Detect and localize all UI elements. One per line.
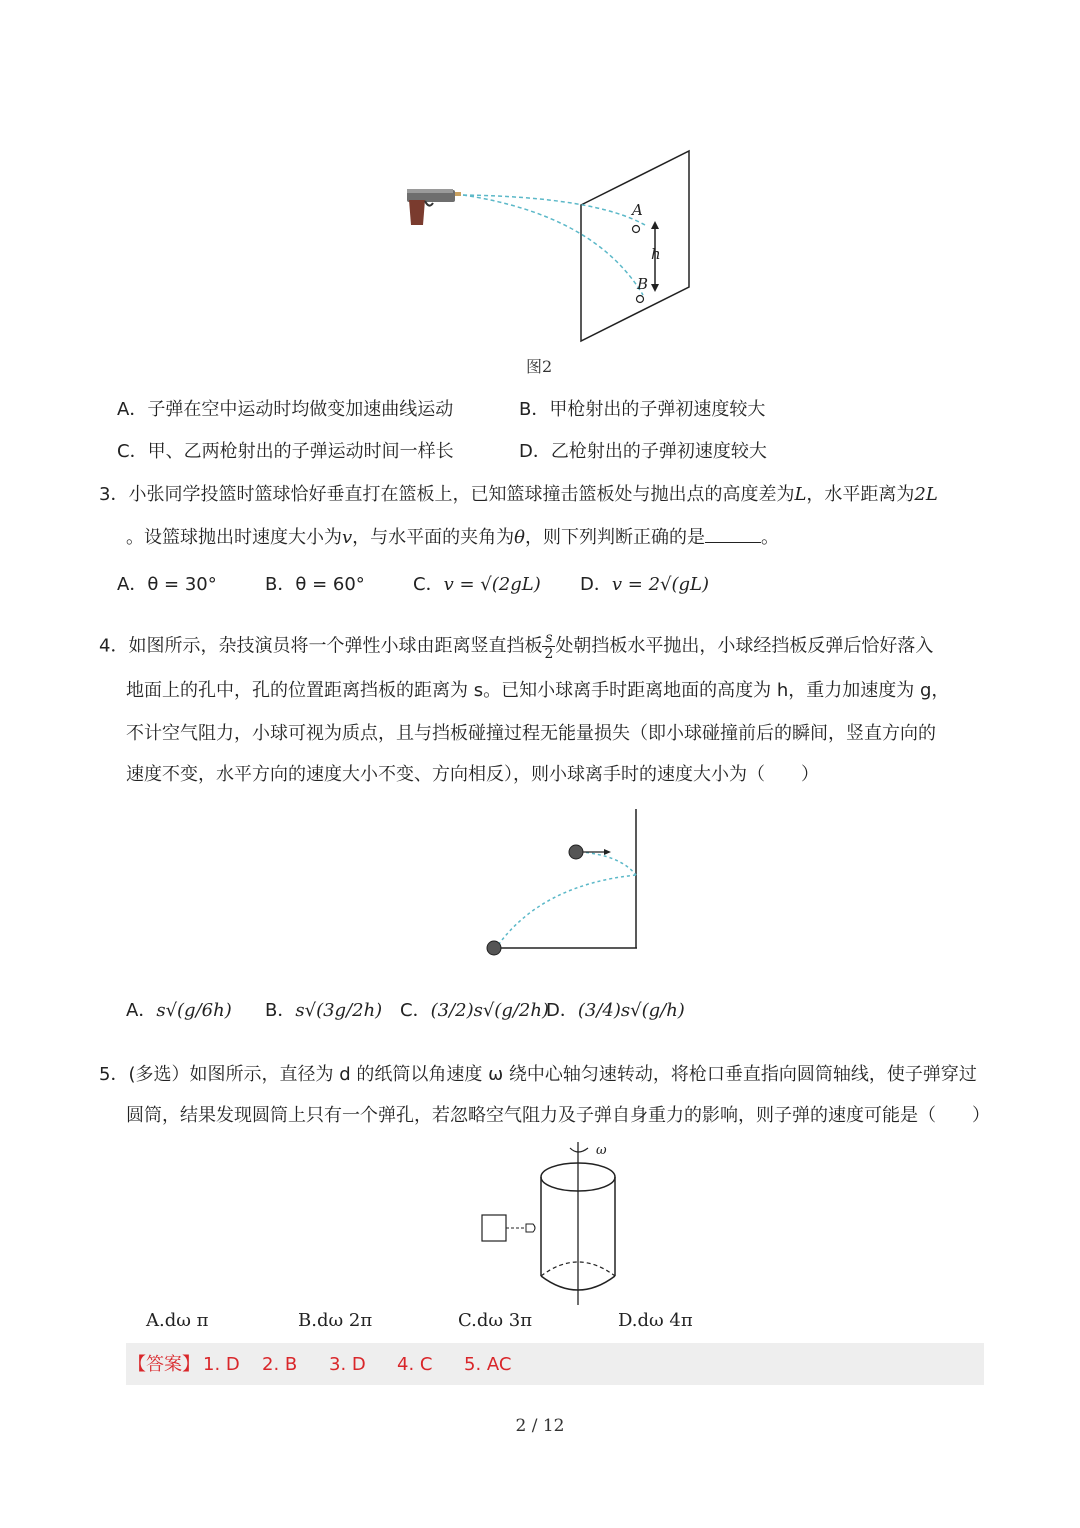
q4-option-c: C．(3/2)s√(g/2h)	[400, 1000, 549, 1021]
ball-hole	[487, 941, 501, 955]
answer-item-3: 3. D	[329, 1354, 366, 1375]
point-b	[637, 296, 644, 303]
velocity-arrow-icon	[604, 849, 611, 855]
q4-stem-line1: 4．如图所示，杂技演员将一个弹性小球由距离竖直挡板 $\frac{s}{2}$ 处朝挡板水平抛出，小球经挡板反弹后恰好落入	[99, 630, 934, 662]
answer-item-1: 1. D	[203, 1354, 240, 1375]
rotation-arrow-icon	[570, 1148, 588, 1152]
q2-option-d: D．乙枪射出的子弹初速度较大	[519, 441, 767, 462]
q5-stem-line2: 圆筒，结果发现圆筒上只有一个弹孔，若忽略空气阻力及子弹自身重力的影响，则子弹的速度可能是（ ）	[126, 1105, 990, 1126]
q5-option-a: A.dω π	[146, 1310, 209, 1331]
figure-q5-cylinder	[470, 1140, 630, 1310]
answer-bar	[126, 1343, 984, 1385]
q3-stem-line1: 3．小张同学投篮时篮球恰好垂直打在篮板上，已知篮球撞击篮板处与抛出点的高度差为L，水平距离为2L	[99, 484, 938, 505]
q3-option-b: B．θ = 60°	[265, 574, 365, 595]
q5-stem-line1: 5．(多选）如图所示，直径为 d 的纸筒以角速度 ω 绕中心轴匀速转动，将枪口垂直指向圆筒轴线，使子弹穿过	[99, 1064, 977, 1085]
answer-item-2: 2. B	[262, 1354, 298, 1375]
q3-option-a: A．θ = 30°	[117, 574, 217, 595]
answer-item-4: 4. C	[397, 1354, 433, 1375]
fraction-s-over-2: $\frac{s}{2}$	[544, 630, 554, 662]
label-a: A	[632, 201, 643, 219]
answer-tag: 【答案】	[128, 1354, 200, 1375]
q4-option-b: B．s√(3g/2h)	[265, 1000, 383, 1021]
q4-stem-line2: 地面上的孔中，孔的位置距离挡板的距离为 s。已知小球离手时距离地面的高度为 h，重力加速度为 g，	[126, 680, 950, 701]
q2-option-b: B．甲枪射出的子弹初速度较大	[519, 399, 766, 420]
trajectory-incoming	[580, 852, 636, 875]
q5-option-d: D.dω 4π	[618, 1310, 693, 1331]
q2-option-a: A．子弹在空中运动时均做变加速曲线运动	[117, 399, 454, 420]
target-board	[581, 151, 689, 341]
answer-blank	[705, 526, 761, 543]
q4-stem-line3: 不计空气阻力，小球可视为质点，且与挡板碰撞过程无能量损失（即小球碰撞前后的瞬间，竖直方向的	[126, 723, 936, 744]
q3-stem-line2: 。设篮球抛出时速度大小为v，与水平面的夹角为θ，则下列判断正确的是 。	[126, 527, 780, 548]
figure-caption: 图2	[526, 357, 553, 376]
gun-icon	[407, 189, 461, 225]
figure-q4-diagram	[480, 805, 650, 965]
q4-option-a: A．s√(g/6h)	[126, 1000, 232, 1021]
omega-label: ω	[596, 1143, 607, 1158]
point-a	[633, 226, 640, 233]
q3-option-d: D．v = 2√(gL)	[580, 574, 710, 595]
q3-option-c: C．v = √(2gL)	[413, 574, 541, 595]
trajectory-rebound	[496, 875, 636, 948]
q5-option-b: B.dω 2π	[298, 1310, 373, 1331]
label-b: B	[637, 275, 649, 293]
gun-box	[482, 1215, 506, 1241]
label-h: h	[651, 245, 661, 263]
bullet-icon	[526, 1224, 535, 1232]
page-number: 2 / 12	[515, 1416, 565, 1436]
q4-option-d: D．(3/4)s√(g/h)	[546, 1000, 685, 1021]
q4-stem-line4: 速度不变，水平方向的速度大小不变、方向相反），则小球离手时的速度大小为（ ）	[126, 764, 819, 785]
answer-item-5: 5. AC	[464, 1354, 512, 1375]
q2-option-c: C．甲、乙两枪射出的子弹运动时间一样长	[117, 441, 454, 462]
ball-start	[569, 845, 583, 859]
q5-option-c: C.dω 3π	[458, 1310, 533, 1331]
